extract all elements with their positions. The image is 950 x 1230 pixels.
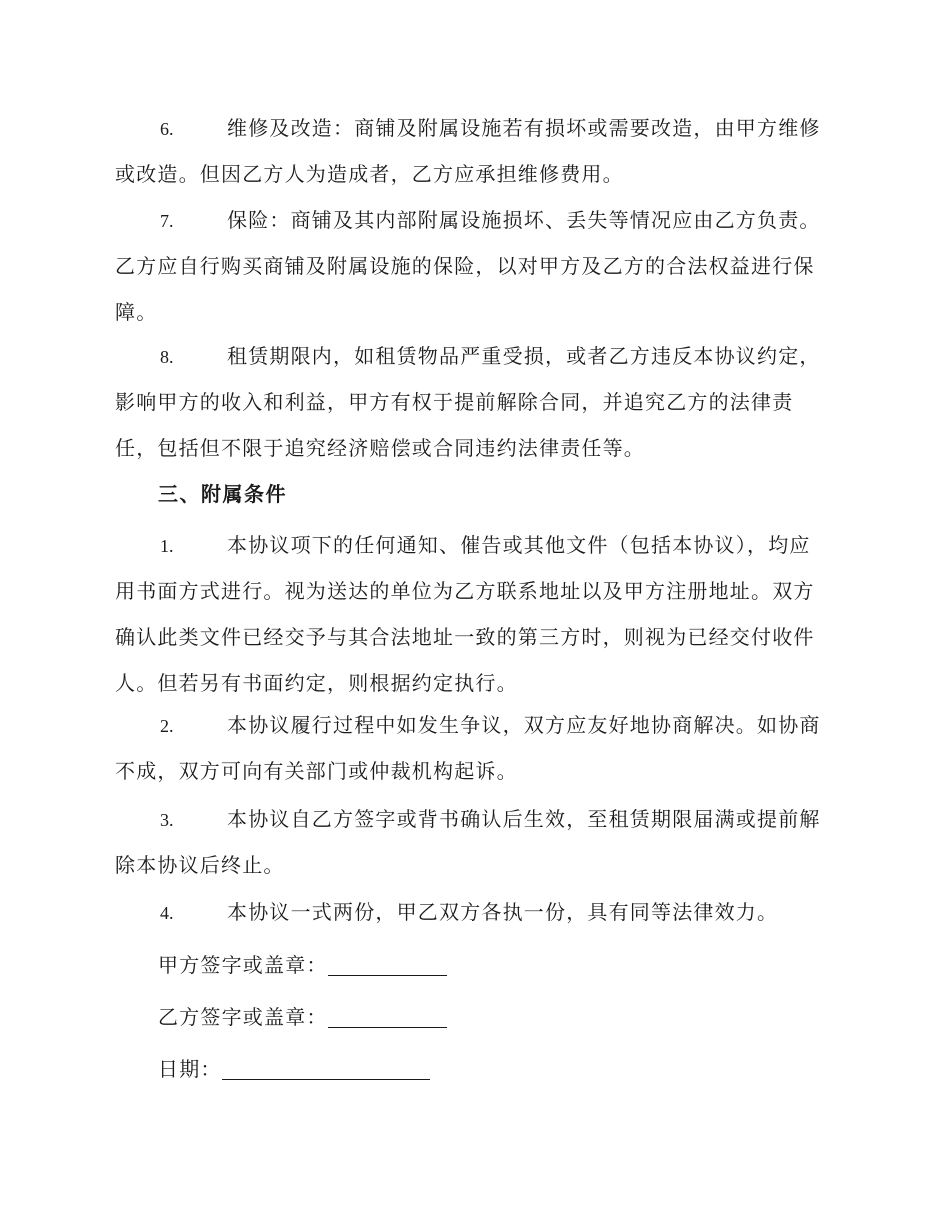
- clause-number: 6.: [160, 119, 174, 139]
- section3-clause-2: [115, 702, 835, 794]
- clause-line: 除本协议后终止。: [115, 853, 285, 877]
- clause-line: 或改造。但因乙方人为造成者，乙方应承担维修费用。: [115, 162, 624, 186]
- clause-7: [115, 197, 835, 335]
- clause-text: 本协议一式两份，甲乙双方各执一份，具有同等法律效力。: [227, 900, 779, 924]
- clause-number: 1.: [160, 536, 174, 556]
- clause-line: [115, 105, 835, 151]
- clause-line: [115, 889, 835, 935]
- clause-line: 用书面方式进行。视为送达的单位为乙方联系地址以及甲方注册地址。双方: [115, 579, 815, 603]
- section3-clause-3: [115, 796, 835, 888]
- clause-line: 乙方应自行购买商铺及附属设施的保险，以对甲方及乙方的合法权益进行保: [115, 254, 815, 278]
- clause-8: [115, 333, 835, 471]
- clause-number: 7.: [160, 211, 174, 231]
- clause-line: [115, 197, 835, 243]
- clause-6: [115, 105, 835, 197]
- clause-text: 本协议项下的任何通知、催告或其他文件（包括本协议），均应: [227, 533, 811, 557]
- clause-line: [115, 702, 835, 748]
- signature-label: 甲方签字或盖章：: [158, 953, 328, 977]
- clause-text: 本协议履行过程中如发生争议，双方应友好地协商解决。如协商: [227, 713, 821, 737]
- clause-line: 障。: [115, 300, 158, 324]
- clause-line: 人。但若另有书面约定，则根据约定执行。: [115, 671, 518, 695]
- clause-text: 保险：商铺及其内部附属设施损坏、丢失等情况应由乙方负责。: [227, 208, 821, 232]
- clause-number: 3.: [160, 810, 174, 830]
- signature-party-b: [158, 1002, 447, 1032]
- clause-line: 任，包括但不限于追究经济赔偿或合同违约法律责任等。: [115, 436, 645, 460]
- signature-label: 乙方签字或盖章：: [158, 1005, 328, 1029]
- signature-date: [158, 1054, 430, 1084]
- section-heading: 三、附属条件: [158, 482, 287, 506]
- clause-text: 租赁期限内，如租赁物品严重受损，或者乙方违反本协议约定，: [227, 344, 821, 368]
- clause-number: 2.: [160, 716, 174, 736]
- clause-line: 确认此类文件已经交予与其合法地址一致的第三方时，则视为已经交付收件: [115, 625, 815, 649]
- clause-number: 8.: [160, 347, 174, 367]
- signature-line: [328, 1005, 447, 1028]
- clause-line: [115, 333, 835, 379]
- clause-line: [115, 522, 835, 568]
- clause-line: 影响甲方的收入和利益，甲方有权于提前解除合同，并追究乙方的法律责: [115, 390, 794, 414]
- clause-number: 4.: [160, 903, 174, 923]
- clause-line: [115, 796, 835, 842]
- section3-clause-4: [115, 889, 835, 935]
- date-line: [222, 1057, 430, 1080]
- clause-text: 本协议自乙方签字或背书确认后生效，至租赁期限届满或提前解: [227, 807, 821, 831]
- signature-party-a: [158, 950, 447, 980]
- clause-text: 维修及改造：商铺及附属设施若有损坏或需要改造，由甲方维修: [227, 116, 821, 140]
- section3-clause-1: [115, 522, 835, 706]
- signature-line: [328, 953, 447, 976]
- clause-line: 不成，双方可向有关部门或仲裁机构起诉。: [115, 759, 518, 783]
- date-label: 日期：: [158, 1057, 222, 1081]
